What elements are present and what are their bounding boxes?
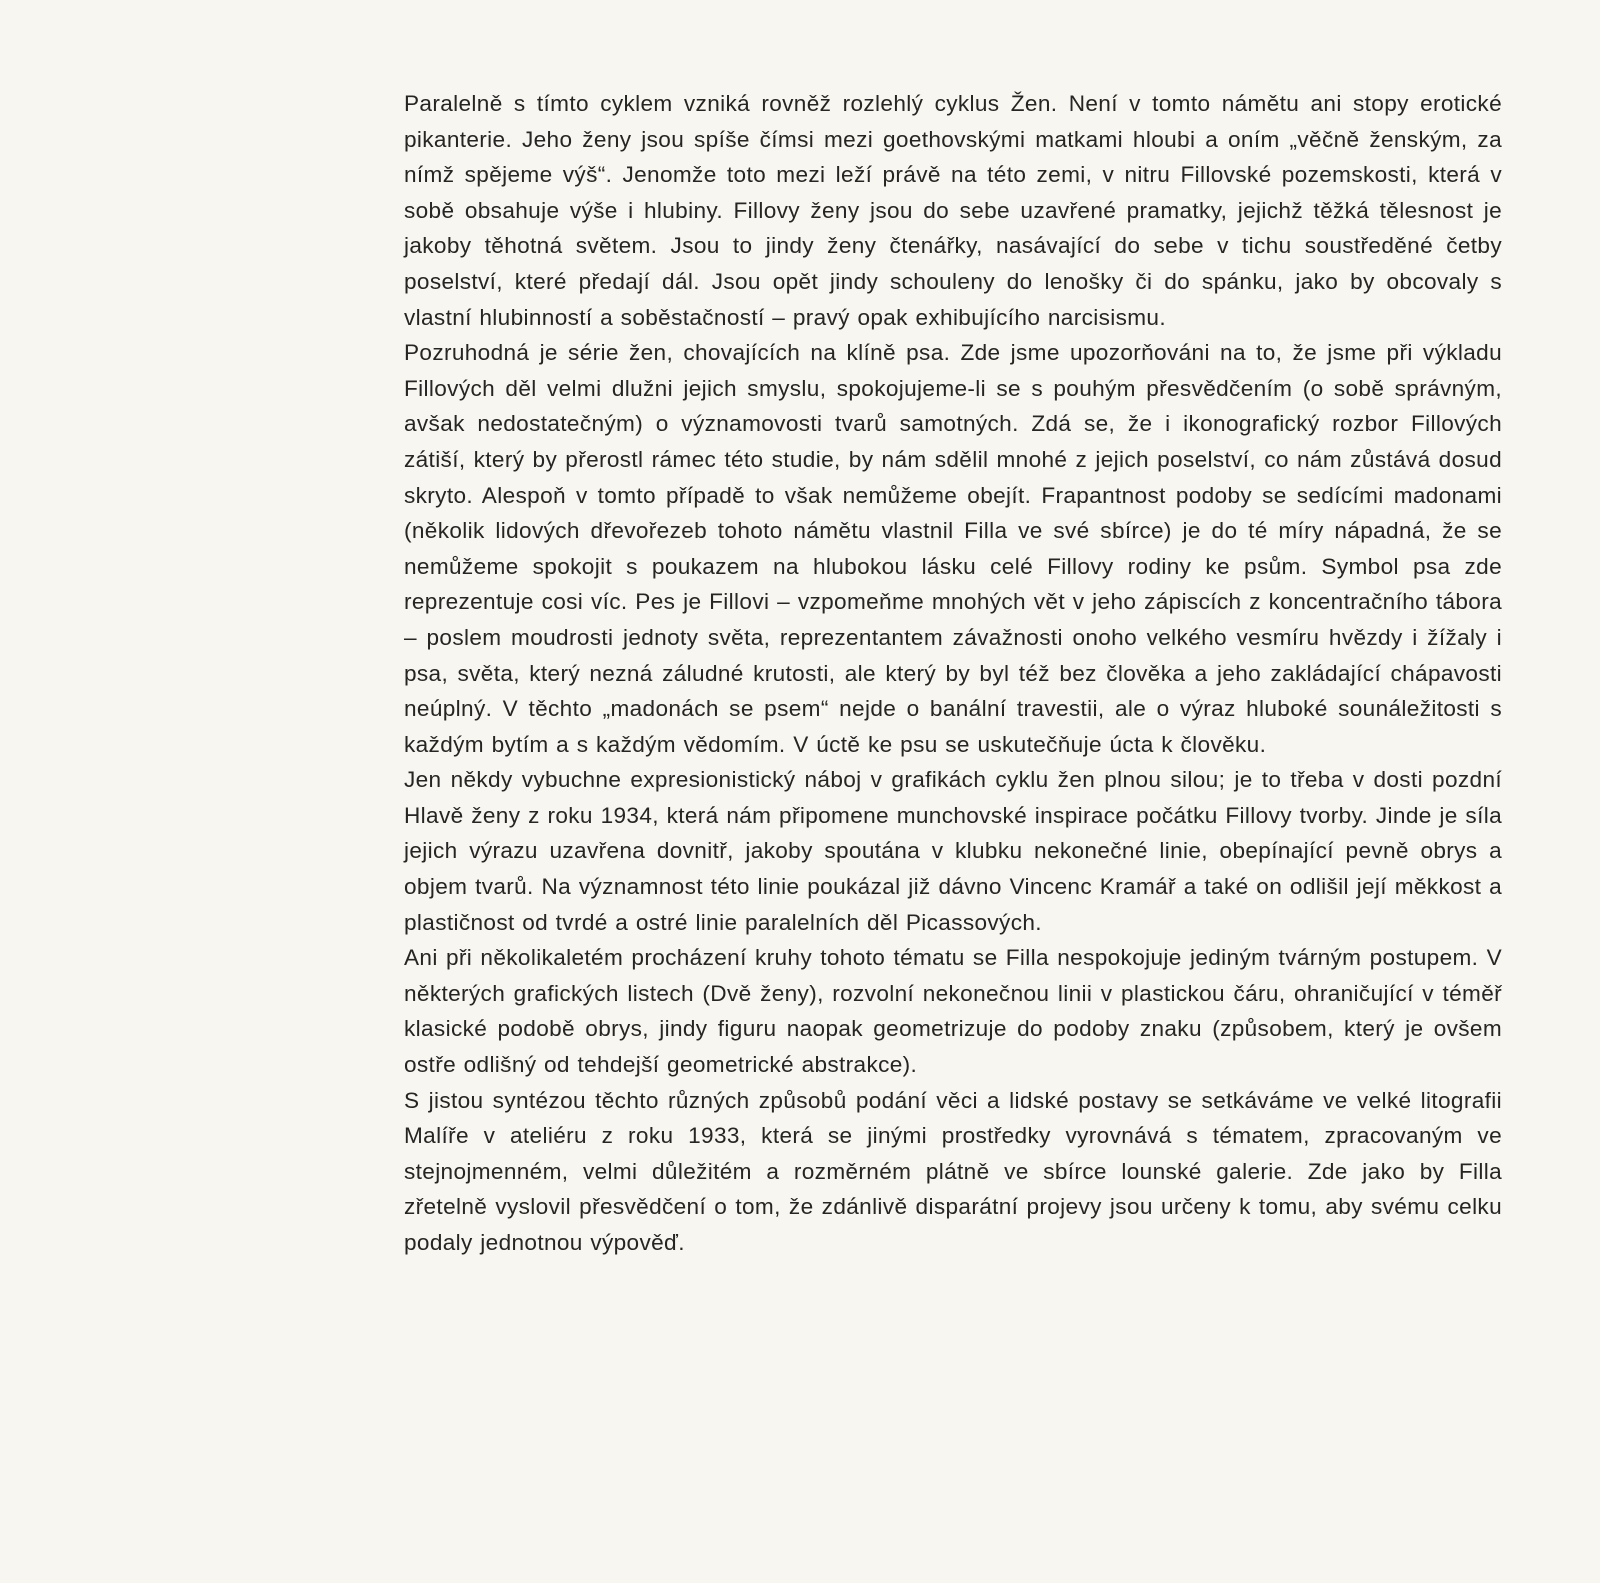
paragraph-expresionisticky-naboj: Jen někdy vybuchne expresionistický náboj v grafikách cyklu žen plnou silou; je to třeba v dosti pozdní Hlavě ženy z roku 1934, která nám připomene munchovské inspirace počátku Fillovy tvorby. Jinde je síla jejich výrazu uzavřena dovnitř, jakoby spoutána v klubku nekonečné linie, obepínající pevně obrys a objem tvarů. Na významnost této linie poukázal již dávno Vincenc Kramář a také on odlišil její měkkost a plastičnost od tvrdé a ostré linie paralelních děl Picassových. [404,767,1502,935]
paragraph-zeny-se-psem: Pozruhodná je série žen, chovajících na klíně psa. Zde jsme upozorňováni na to, že jsme při výkladu Fillových děl velmi dlužni jejich smyslu, spokojujeme-li se s pouhým přesvědčením (o sobě správným, avšak nedostatečným) o významovosti tvarů samotných. Zdá se, že i ikonografický rozbor Fillových zátiší, který by přerostl rámec této studie, by nám sdělil mnohé z jejich poselství, co nám zůstává dosud skryto. Alespoň v tomto případě to však nemůžeme obejít. Frapantnost podoby se sedícími madonami (několik lidových dřevořezeb tohoto námětu vlastnil Filla ve své sbírce) je do té míry nápadná, že se nemůžeme spokojit s poukazem na hlubokou lásku celé Fillovy rodiny ke psům. Symbol psa zde reprezentuje cosi víc. Pes je Fillovi – vzpomeňme mnohých vět v jeho zápiscích z koncentračního tábora – poslem moudrosti jednoty světa, reprezentantem závažnosti onoho velkého vesmíru hvězdy i žížaly i psa, světa, který nezná záludné krutosti, ale který by byl též bez člověka a jeho zakládající chápavosti neúplný. V těchto „madonách se psem“ nejde o banální travestii, ale o výraz hluboké sounáležitosti s každým bytím a s každým vědomím. V úctě ke psu se uskutečňuje úcta k člověku. [404,340,1502,757]
paragraph-malir-v-atelieru: S jistou syntézou těchto různých způsobů podání věci a lidské postavy se setkáváme ve velké litografii Malíře v ateliéru z roku 1933, která se jinými prostředky vyrovnává s tématem, zpracovaným ve stejnojmenném, velmi důležitém a rozměrném plátně ve sbírce lounské galerie. Zde jako by Filla zřetelně vyslovil přesvědčení o tom, že zdánlivě disparátní projevy jsou určeny k tomu, aby svému celku podaly jednotnou výpověď. [404,1087,1502,1255]
paragraph-zeny-cycle: Paralelně s tímto cyklem vzniká rovněž rozlehlý cyklus Žen. Není v tomto námětu ani stopy erotické pikanterie. Jeho ženy jsou spíše čímsi mezi goethovskými matkami hloubi a oním „věčně ženským, za nímž spějeme výš“. Jenomže toto mezi leží právě na této zemi, v nitru Fillovské pozemskosti, která v sobě obsahuje výše i hlubiny. Fillovy ženy jsou do sebe uzavřené pramatky, jejichž těžká tělesnost je jakoby těhotná světem. Jsou to jindy ženy čtenářky, nasávající do sebe v tichu soustředěné četby poselství, které předají dál. Jsou opět jindy schouleny do lenošky či do spánku, jako by obcovaly s vlastní hlubinností a soběstačností – pravý opak exhibujícího narcisismu. [404,91,1502,330]
paragraph-tvarny-postup: Ani při několikaletém procházení kruhy tohoto tématu se Filla nespokojuje jediným tvárným postupem. V některých grafických listech (Dvě ženy), rozvolní nekonečnou linii v plastickou čáru, ohraničující v téměř klasické podobě obrys, jindy figuru naopak geometrizuje do podoby znaku (způsobem, který je ovšem ostře odlišný od tehdejší geometrické abstrakce). [404,945,1502,1078]
text-column [404,86,1502,1261]
